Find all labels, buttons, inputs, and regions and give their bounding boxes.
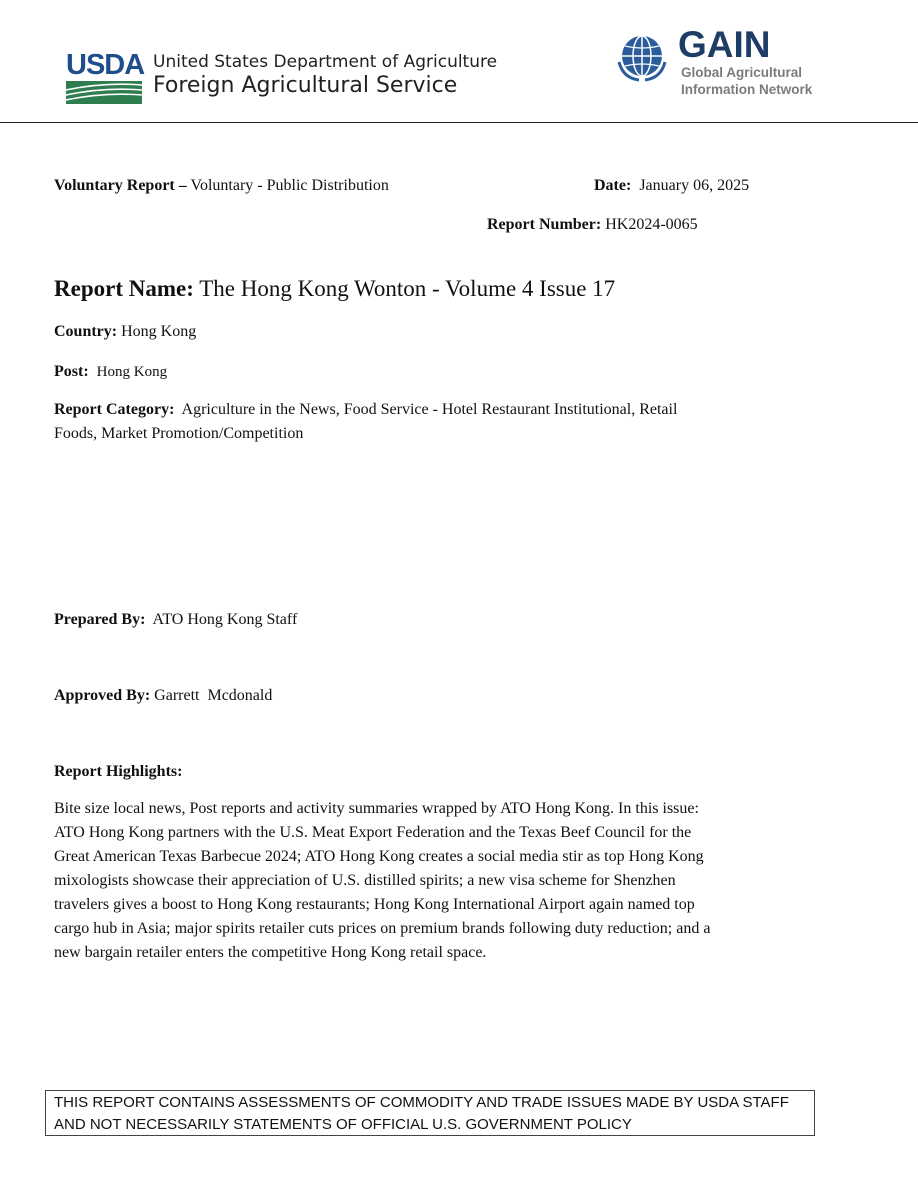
report-name xyxy=(54,275,615,303)
agency-name-block xyxy=(153,52,497,100)
highlights-heading: Report Highlights: xyxy=(54,763,183,780)
highlights-line: Great American Texas Barbecue 2024; ATO Hong Kong creates a social media stir as top Hong Kong xyxy=(54,848,704,865)
highlights-body xyxy=(54,797,814,965)
usda-field-graphic xyxy=(66,81,142,104)
report-number xyxy=(487,215,698,235)
report-date-label: Date: xyxy=(594,177,632,194)
disclaimer-box xyxy=(45,1090,815,1136)
globe-icon xyxy=(617,32,669,82)
highlights-line: cargo hub in Asia; major spirits retailer cuts prices on premium brands following duty reduction; and a xyxy=(54,920,711,937)
gain-subtitle-line2: Information Network xyxy=(681,82,813,97)
report-type-value: Voluntary - Public Distribution xyxy=(190,177,389,194)
report-number-label: Report Number: xyxy=(487,216,602,233)
highlights-line: new bargain retailer enters the competitive Hong Kong retail space. xyxy=(54,944,487,961)
category-label: Report Category: xyxy=(54,401,175,418)
category-value-line2: Foods, Market Promotion/Competition xyxy=(54,425,304,442)
gain-logo-title: GAIN xyxy=(678,24,771,65)
gain-logo-subtitle xyxy=(681,64,812,98)
highlights-line: travelers gives a boost to Hong Kong restaurants; Hong Kong International Airport again named top xyxy=(54,896,695,913)
report-category xyxy=(54,400,677,420)
highlights-line: mixologists showcase their appreciation of U.S. distilled spirits; a new visa scheme for Shenzhen xyxy=(54,872,676,889)
usda-logo xyxy=(66,50,144,106)
prepared-by-value: ATO Hong Kong Staff xyxy=(152,611,298,628)
category-value-line1: Agriculture in the News, Food Service - Hotel Restaurant Institutional, Retail xyxy=(181,401,678,418)
approved-by-value: Garrett Mcdonald xyxy=(154,687,273,704)
country-value: Hong Kong xyxy=(121,323,197,340)
country-label: Country: xyxy=(54,323,118,340)
report-type xyxy=(54,176,389,196)
approved-by xyxy=(54,686,272,706)
agency-name: Foreign Agricultural Service xyxy=(153,73,458,98)
usda-logo-letters: USDA xyxy=(66,49,145,81)
report-date-value: January 06, 2025 xyxy=(639,177,750,194)
department-name: United States Department of Agriculture xyxy=(153,52,498,72)
prepared-by xyxy=(54,610,297,630)
report-number-value: HK2024-0065 xyxy=(605,216,698,233)
report-name-label: Report Name: xyxy=(54,276,194,301)
approved-by-label: Approved By: xyxy=(54,687,151,704)
post-label: Post: xyxy=(54,363,89,380)
report-type-label: Voluntary Report – xyxy=(54,177,187,194)
gain-subtitle-line1: Global Agricultural xyxy=(681,65,803,80)
disclaimer-line2: AND NOT NECESSARILY STATEMENTS OF OFFICIAL U.S. GOVERNMENT POLICY xyxy=(54,1116,632,1133)
report-post xyxy=(54,362,167,382)
prepared-by-label: Prepared By: xyxy=(54,611,146,628)
report-country xyxy=(54,322,196,342)
report-name-value: The Hong Kong Wonton - Volume 4 Issue 17 xyxy=(199,276,616,301)
highlights-line: ATO Hong Kong partners with the U.S. Meat Export Federation and the Texas Beef Council for the xyxy=(54,824,692,841)
post-value: Hong Kong xyxy=(96,364,168,380)
highlights-line: Bite size local news, Post reports and activity summaries wrapped by ATO Hong Kong. In this issue: xyxy=(54,800,699,817)
header-divider xyxy=(0,122,918,123)
disclaimer-line1: THIS REPORT CONTAINS ASSESSMENTS OF COMMODITY AND TRADE ISSUES MADE BY USDA STAFF xyxy=(54,1094,789,1111)
report-date xyxy=(594,176,749,196)
